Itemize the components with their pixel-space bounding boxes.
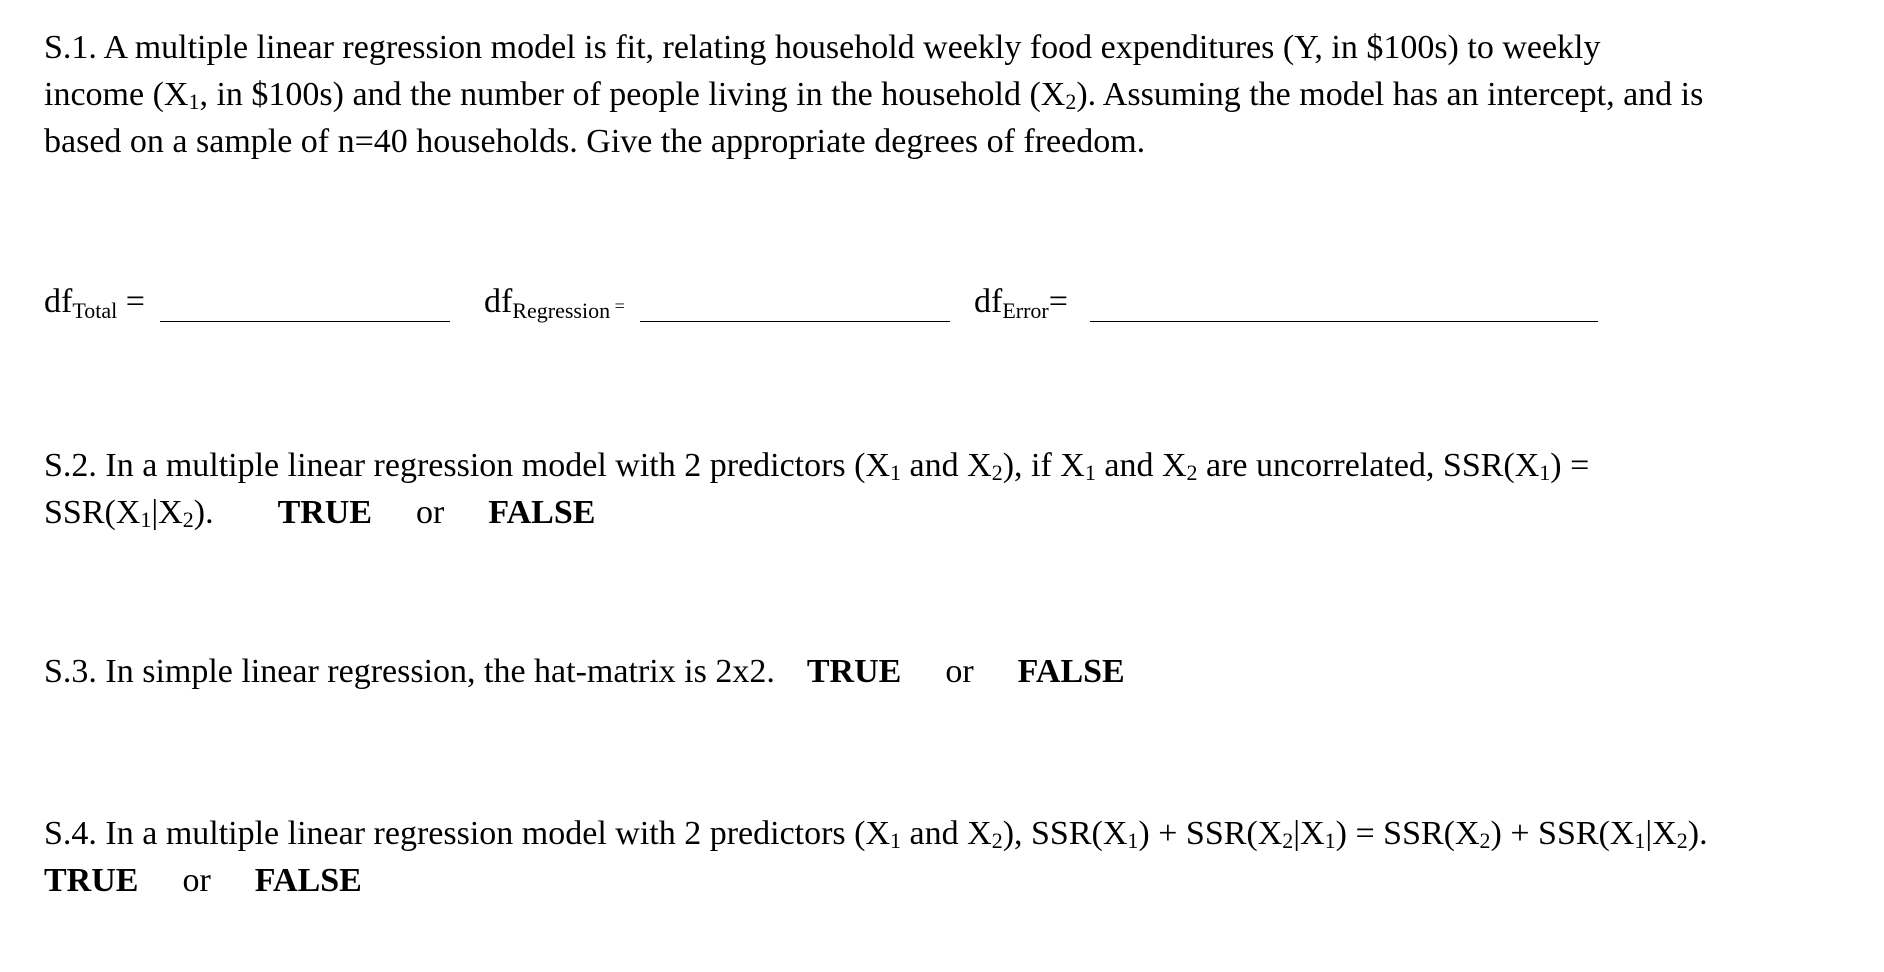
- text-fragment: ), SSR(X: [1002, 815, 1128, 852]
- question-s1-line-3: based on a sample of n=40 households. Give the appropriate degrees of freedom.: [44, 123, 1146, 160]
- question-s1-line-2: [44, 71, 1703, 118]
- subscript: 1: [1539, 460, 1551, 485]
- text-fragment: income (X: [44, 76, 189, 113]
- question-text: S.3. In simple linear regression, the hat-matrix is 2x2.: [44, 653, 775, 690]
- text-fragment: ) + SSR(X: [1138, 815, 1283, 852]
- text-fragment: ).: [1687, 815, 1708, 852]
- subscript: 1: [1324, 828, 1336, 853]
- subscript: 2: [991, 460, 1003, 485]
- df-total-blank[interactable]: [160, 321, 450, 322]
- subscript: 1: [890, 460, 902, 485]
- subscript: 1: [1634, 828, 1646, 853]
- equals-sign: =: [1048, 283, 1068, 320]
- true-option[interactable]: TRUE: [277, 494, 373, 531]
- equals-sign: =: [610, 296, 625, 316]
- question-s4-line-1: [44, 810, 1708, 857]
- text-fragment: |X: [1293, 815, 1325, 852]
- df-regression-label: [484, 282, 625, 326]
- text-fragment: ) + SSR(X: [1490, 815, 1635, 852]
- subscript: 2: [1479, 828, 1491, 853]
- df-subscript: Total: [72, 298, 118, 323]
- subscript: 2: [1676, 828, 1688, 853]
- subscript: 1: [890, 828, 902, 853]
- false-option[interactable]: FALSE: [1017, 653, 1125, 690]
- question-s2-line-1: [44, 442, 1589, 489]
- question-s2: [44, 442, 1589, 536]
- text-fragment: and X: [901, 815, 992, 852]
- subscript: 1: [1127, 828, 1139, 853]
- df-subscript: Error: [1002, 298, 1049, 323]
- subscript: 1: [1084, 460, 1096, 485]
- text-fragment: |X: [1645, 815, 1677, 852]
- question-s4: [44, 810, 1708, 904]
- df-text: df: [484, 283, 513, 320]
- true-option[interactable]: TRUE: [806, 653, 902, 690]
- text-fragment: SSR(X: [44, 494, 141, 531]
- false-option[interactable]: FALSE: [488, 494, 596, 531]
- equals-sign: =: [117, 283, 145, 320]
- df-total-label: [44, 282, 145, 325]
- df-text: df: [974, 283, 1003, 320]
- question-s1-line-1: S.1. A multiple linear regression model is fit, relating household weekly food expenditures (Y, in $100s) to weekly: [44, 29, 1601, 66]
- subscript: 2: [1065, 89, 1077, 114]
- text-fragment: are uncorrelated, SSR(X: [1197, 447, 1540, 484]
- subscript: 1: [140, 507, 152, 532]
- subscript: 2: [991, 828, 1003, 853]
- text-fragment: and X: [901, 447, 992, 484]
- subscript: 2: [182, 507, 194, 532]
- text-fragment: ) =: [1550, 447, 1590, 484]
- text-fragment: ), if X: [1002, 447, 1085, 484]
- text-fragment: , in $100s) and the number of people living in the household (X: [199, 76, 1066, 113]
- or-label: or: [416, 494, 445, 531]
- text-fragment: |X: [151, 494, 183, 531]
- subscript: 2: [1186, 460, 1198, 485]
- subscript: 1: [188, 89, 200, 114]
- text-fragment: ).: [193, 494, 214, 531]
- question-s1: [44, 24, 1703, 165]
- or-label: or: [945, 653, 974, 690]
- question-s3: [44, 648, 1125, 695]
- question-s3-line-1: [44, 648, 1125, 695]
- df-error-blank[interactable]: [1090, 321, 1598, 322]
- question-s2-line-2: [44, 489, 1589, 536]
- false-option[interactable]: FALSE: [254, 862, 362, 899]
- question-s4-line-2: [44, 857, 1708, 904]
- text-fragment: and X: [1095, 447, 1187, 484]
- df-text: df: [44, 283, 73, 320]
- true-option[interactable]: TRUE: [44, 862, 139, 899]
- df-regression-blank[interactable]: [640, 321, 950, 322]
- text-fragment: ) = SSR(X: [1335, 815, 1480, 852]
- text-fragment: S.2. In a multiple linear regression model with 2 predictors (X: [44, 447, 891, 484]
- or-label: or: [182, 862, 211, 899]
- text-fragment: S.4. In a multiple linear regression model with 2 predictors (X: [44, 815, 891, 852]
- df-subscript: Regression: [512, 298, 611, 323]
- text-fragment: ). Assuming the model has an intercept, and is: [1076, 76, 1704, 113]
- subscript: 2: [1282, 828, 1294, 853]
- df-error-label: [974, 282, 1068, 325]
